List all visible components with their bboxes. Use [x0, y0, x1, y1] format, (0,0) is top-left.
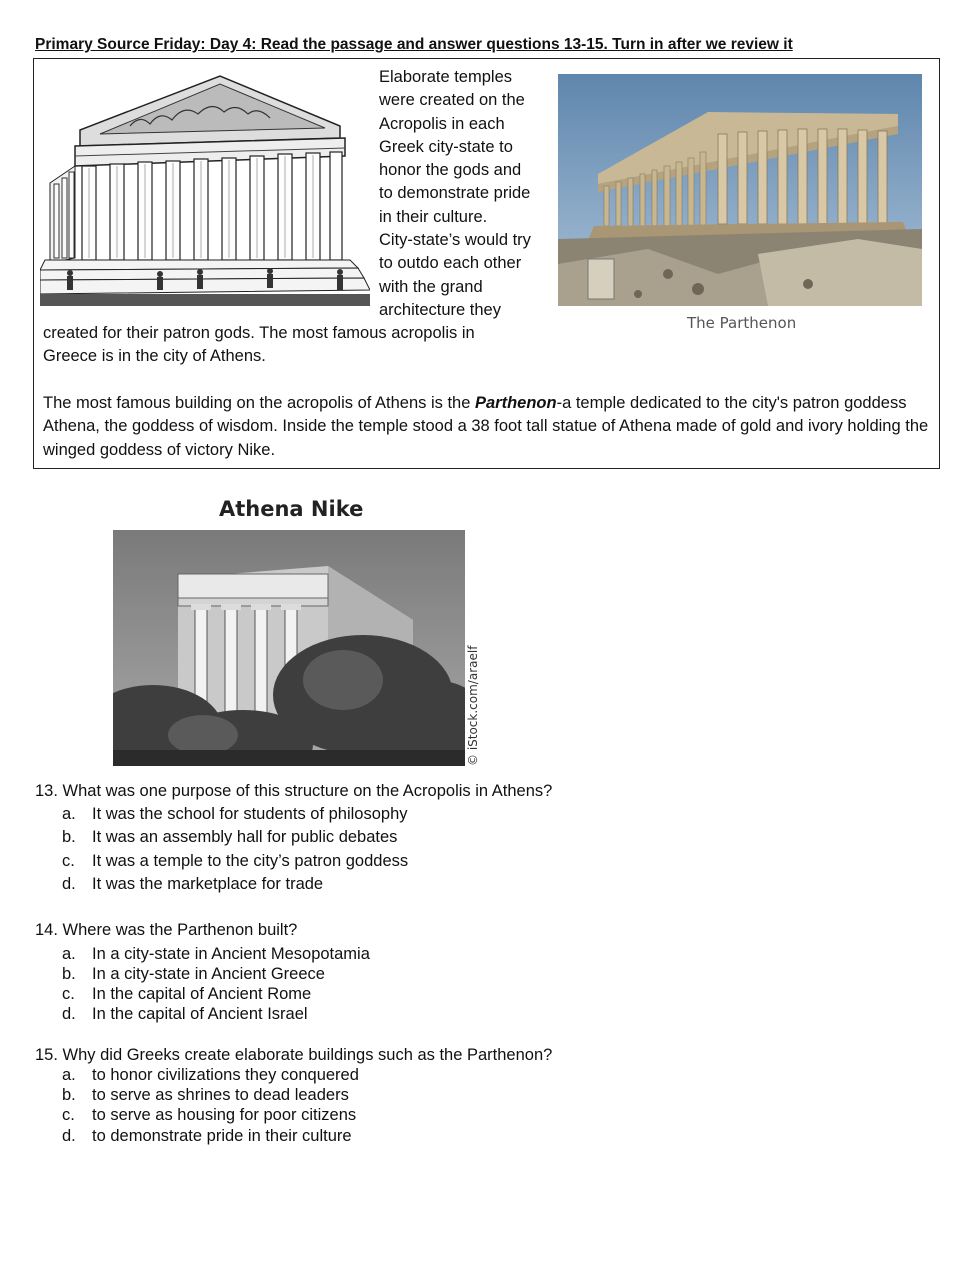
parthenon-paragraph	[43, 392, 933, 462]
intro-line: honor the gods and	[379, 161, 522, 180]
worksheet-title: Primary Source Friday: Day 4: Read the passage and answer questions 13-15. Turn in after we review it	[35, 36, 793, 53]
option-letter: a.	[62, 1066, 76, 1084]
option-letter: d.	[62, 1127, 76, 1145]
question-number: 14.	[35, 921, 58, 939]
question-number: 15.	[35, 1046, 58, 1064]
option-letter: a.	[62, 945, 76, 963]
option-letter: c.	[62, 852, 75, 870]
intro-line: Acropolis in each	[379, 114, 505, 133]
option-text: to serve as housing for poor citizens	[92, 1106, 357, 1124]
question-13	[35, 781, 552, 801]
answer-option[interactable]	[62, 1004, 308, 1024]
option-letter: a.	[62, 805, 76, 823]
intro-line: City-state’s would try	[379, 231, 531, 250]
answer-option[interactable]	[62, 827, 397, 847]
option-text: to honor civilizations they conquered	[92, 1066, 359, 1084]
temple-illustration	[40, 68, 370, 306]
answer-option[interactable]	[62, 1065, 359, 1085]
question-number: 13.	[35, 782, 58, 800]
answer-option[interactable]	[62, 804, 408, 824]
option-text: It was an assembly hall for public debates	[92, 828, 398, 846]
option-text: It was the school for students of philosophy	[92, 805, 408, 823]
question-text: Why did Greeks create elaborate buildings such as the Parthenon?	[62, 1046, 553, 1064]
option-letter: b.	[62, 828, 76, 846]
intro-line: to demonstrate pride	[379, 184, 531, 203]
intro-line: with the grand	[379, 277, 483, 296]
parthenon-photo	[558, 74, 922, 306]
intro-line: in their culture.	[379, 207, 488, 226]
option-text: In a city-state in Ancient Greece	[92, 965, 325, 983]
intro-line: to outdo each other	[379, 254, 522, 273]
option-letter: c.	[62, 985, 75, 1003]
option-text: to serve as shrines to dead leaders	[92, 1086, 349, 1104]
intro-line: were created on the	[379, 91, 525, 110]
parthenon-term: Parthenon	[475, 394, 557, 412]
intro-line: architecture they	[379, 300, 501, 319]
answer-option[interactable]	[62, 851, 408, 871]
intro-text-continuation	[43, 322, 543, 369]
option-text: In the capital of Ancient Rome	[92, 985, 312, 1003]
option-text: to demonstrate pride in their culture	[92, 1127, 352, 1145]
intro-line: Greece is in the city of Athens.	[43, 347, 266, 366]
athena-nike-photo	[113, 530, 465, 766]
answer-option[interactable]	[62, 1126, 352, 1146]
option-text: It was a temple to the city’s patron goddess	[92, 852, 409, 870]
option-letter: b.	[62, 1086, 76, 1104]
answer-option[interactable]	[62, 944, 370, 964]
photo-credit: © iStock.com/araelf	[466, 645, 480, 766]
intro-line: Greek city-state to	[379, 137, 513, 156]
answer-option[interactable]	[62, 964, 325, 984]
option-letter: b.	[62, 965, 76, 983]
answer-option[interactable]	[62, 1085, 349, 1105]
answer-option[interactable]	[62, 874, 323, 894]
option-letter: d.	[62, 875, 76, 893]
answer-option[interactable]	[62, 1105, 356, 1125]
intro-line: Elaborate temples	[379, 68, 512, 86]
paragraph-text: -a temple dedicated to the city's patron goddess Athena, the goddess of wisdom. Inside the temple stood a 38 foot tall statue of Athena made of gold and ivory holding the winged goddess of victory Nike.	[43, 394, 929, 459]
option-text: It was the marketplace for trade	[92, 875, 324, 893]
question-15	[35, 1045, 552, 1065]
parthenon-caption: The Parthenon	[687, 314, 797, 332]
intro-line: created for their patron gods. The most famous acropolis in	[43, 324, 475, 342]
option-letter: c.	[62, 1106, 75, 1124]
paragraph-text: The most famous building on the acropolis of Athens is the	[43, 394, 475, 412]
option-letter: d.	[62, 1005, 76, 1023]
question-text: Where was the Parthenon built?	[62, 921, 298, 939]
option-text: In a city-state in Ancient Mesopotamia	[92, 945, 370, 963]
intro-text-column	[379, 66, 554, 322]
question-14	[35, 920, 297, 940]
answer-option[interactable]	[62, 984, 311, 1004]
option-text: In the capital of Ancient Israel	[92, 1005, 308, 1023]
question-text: What was one purpose of this structure on the Acropolis in Athens?	[62, 782, 553, 800]
figure-title: Athena Nike	[219, 497, 364, 521]
